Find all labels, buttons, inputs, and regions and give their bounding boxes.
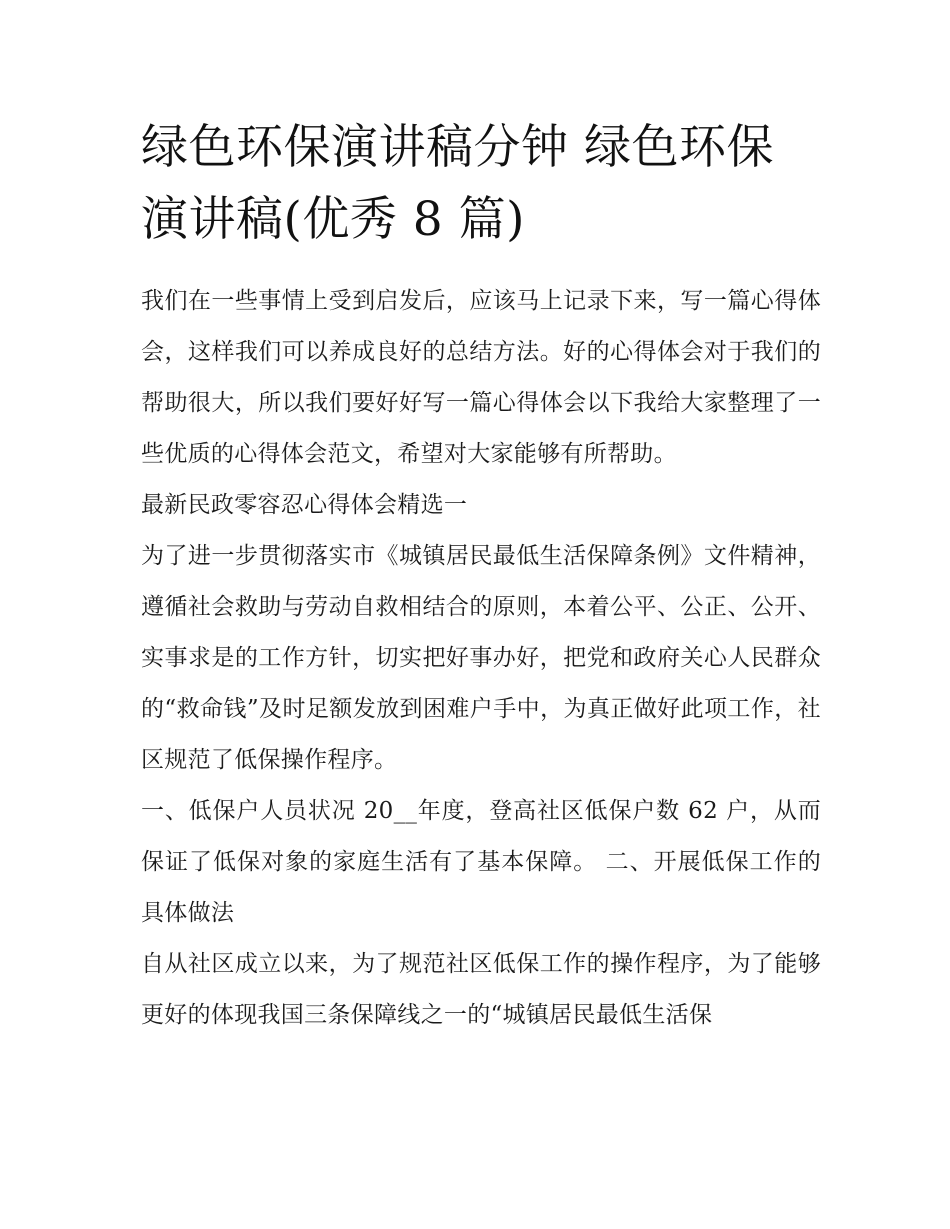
section-heading: 最新民政零容忍心得体会精选一: [141, 492, 468, 518]
document-title: 绿色环保演讲稿分钟 绿色环保演讲稿(优秀 8 篇): [141, 120, 774, 247]
body-paragraph: 一、低保户人员状况 20__年度，登高社区低保户数 62 户，从而保证了低保对象的家庭生活有了基本保障。 二、开展低保工作的具体做法: [141, 798, 821, 926]
body-paragraph: 自从社区成立以来，为了规范社区低保工作的操作程序，为了能够更好的体现我国三条保障线之一的“城镇居民最低生活保: [141, 951, 821, 1028]
intro-paragraph: 我们在一些事情上受到启发后，应该马上记录下来，写一篇心得体会，这样我们可以养成良好的总结方法。好的心得体会对于我们的帮助很大，所以我们要好好写一篇心得体会以下我给大家整理了一些优质的心得体会范文，希望对大家能够有所帮助。: [141, 288, 821, 467]
document-body: [141, 112, 821, 1041]
body-paragraph: 为了进一步贯彻落实市《城镇居民最低生活保障条例》文件精神，遵循社会救助与劳动自救相结合的原则，本着公平、公正、公开、实事求是的工作方针，切实把好事办好，把党和政府关心人民群众的“救命钱”及时足额发放到困难户手中，为真正做好此项工作，社区规范了低保操作程序。: [141, 543, 821, 773]
